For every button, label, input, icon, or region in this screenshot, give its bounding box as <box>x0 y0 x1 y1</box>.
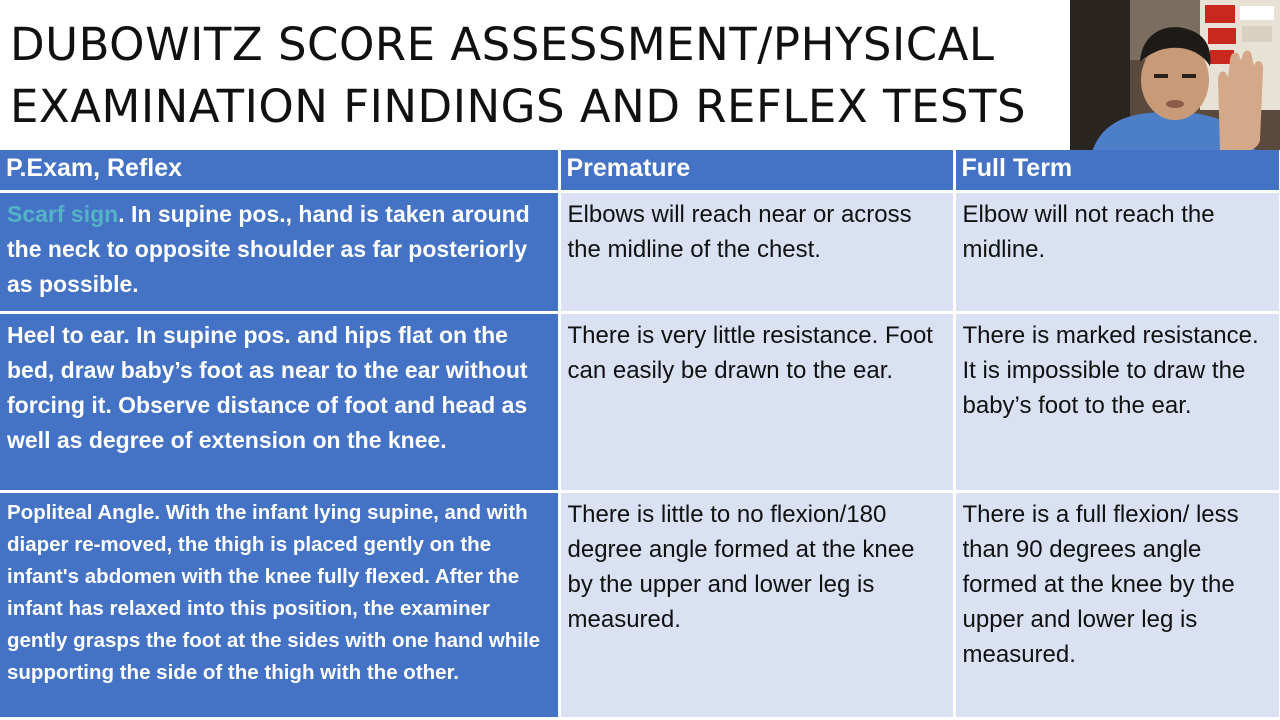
premature-cell: There is little to no flexion/180 degree angle formed at the knee by the upper and lower leg is measured. <box>559 492 954 719</box>
header-pexam-reflex: P.Exam, Reflex <box>0 150 559 192</box>
presenter-webcam-overlay <box>1070 0 1280 158</box>
exam-cell-heel-to-ear: Heel to ear. In supine pos. and hips flat on the bed, draw baby’s foot as near to the ear without forcing it. Observe distance of foot and head as well as degree of extension on the knee. <box>0 313 559 492</box>
slide-title: DUBOWITZ SCORE ASSESSMENT/PHYSICAL EXAMINATION FINDINGS AND REFLEX TESTS <box>10 18 1027 133</box>
exam-cell-popliteal-angle: Popliteal Angle. With the infant lying supine, and with diaper re-moved, the thigh is placed gently on the infant's abdomen with the knee fully flexed. After the infant has relaxed into this position, the examiner gently grasps the foot at the sides with one hand while supporting the side of the thigh with the other. <box>0 492 559 719</box>
table-row <box>0 492 1280 719</box>
full-term-cell: There is marked resistance. It is impossible to draw the baby’s foot to the ear. <box>954 313 1280 492</box>
full-term-cell: There is a full flexion/ less than 90 degrees angle formed at the knee by the upper and lower leg is measured. <box>954 492 1280 719</box>
scarf-sign-description: . In supine pos., hand is taken around the neck to opposite shoulder as far posteriorly as possible. <box>7 201 530 297</box>
table-row <box>0 313 1280 492</box>
exam-table <box>0 150 1280 720</box>
table-row <box>0 192 1280 313</box>
premature-cell: There is very little resistance. Foot can easily be drawn to the ear. <box>559 313 954 492</box>
scarf-sign-term: Scarf sign <box>7 201 119 227</box>
exam-cell-scarf-sign <box>0 192 559 313</box>
table-header-row <box>0 150 1280 192</box>
presenter-video-image <box>1070 0 1280 158</box>
full-term-cell: Elbow will not reach the midline. <box>954 192 1280 313</box>
header-full-term: Full Term <box>954 150 1280 192</box>
header-premature: Premature <box>559 150 954 192</box>
premature-cell: Elbows will reach near or across the midline of the chest. <box>559 192 954 313</box>
